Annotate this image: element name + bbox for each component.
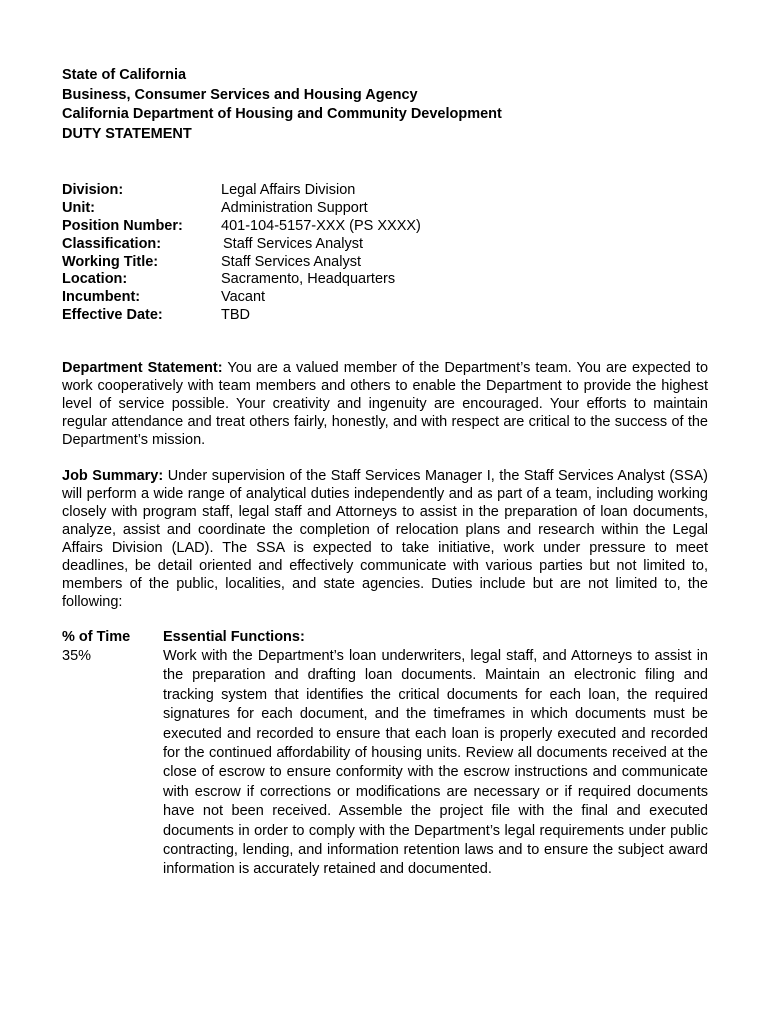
info-value: TBD — [221, 307, 250, 324]
info-value: Staff Services Analyst — [223, 235, 363, 252]
info-row-unit — [62, 199, 421, 217]
function-percent: 35% — [62, 648, 92, 664]
header-department: California Department of Housing and Community Development — [62, 106, 502, 122]
info-value: Sacramento, Headquarters — [221, 271, 396, 288]
info-value: Vacant — [221, 289, 266, 306]
info-label: Effective Date: — [62, 307, 163, 324]
position-info — [62, 181, 421, 324]
department-statement-label: Department Statement: — [62, 360, 223, 376]
info-value: 401-104-5157-XXX (PS XXXX) — [221, 217, 421, 234]
info-label: Unit: — [62, 199, 96, 216]
info-value: Administration Support — [221, 199, 368, 216]
info-value: Staff Services Analyst — [221, 253, 361, 270]
info-row-effective-date — [62, 306, 421, 324]
job-summary-label: Job Summary: — [62, 468, 164, 484]
header-document-title: DUTY STATEMENT — [62, 125, 192, 142]
job-summary — [62, 467, 708, 611]
info-row-location — [62, 270, 421, 288]
time-column-header: % of Time — [62, 629, 131, 645]
info-label: Position Number: — [62, 217, 183, 234]
info-value: Legal Affairs Division — [221, 182, 356, 198]
info-label: Working Title: — [62, 253, 159, 270]
functions-column-header: Essential Functions: — [163, 629, 305, 645]
info-row-position-number — [62, 217, 421, 235]
department-statement — [62, 359, 708, 449]
header-agency: Business, Consumer Services and Housing Agency — [62, 86, 418, 103]
functions-header — [62, 628, 708, 647]
info-row-working-title — [62, 253, 421, 271]
essential-functions — [62, 628, 708, 880]
info-label: Incumbent: — [62, 289, 141, 306]
info-label: Location: — [62, 271, 128, 288]
department-statement-text: You are a valued member of the Department’s team. You are expected to work cooperatively with team members and others to enable the Department to provide the highest level of service possible. Your creativity and ingenuity are encouraged. Your efforts to maintain regular attendance and treat others fairly, honestly, and with respect are critical to the success of the Department’s mission. — [62, 360, 709, 448]
function-description: Work with the Department’s loan underwriters, legal staff, and Attorneys to assist in the preparation and drafting loan documents. Maintain an electronic filing and tracking system that identifies the critical documents for each loan, the required signatures for each document, and the timeframes in which documents must be executed and recorded to ensure that each loan is properly executed and recorded for the continued affordability of housing units. Review all documents received at the close of escrow to ensure conformity with the escrow instructions and communicate with escrow if corrections or modifications are necessary or if required documents have not been received. Assemble the project file with the final and executed documents in order to comply with the Department’s legal requirements under public contracting, lending, and information retention laws and to ensure the subject award information is accurately retained and documented. — [163, 648, 708, 878]
document-header — [62, 66, 502, 144]
function-item — [62, 647, 708, 880]
info-label: Classification: — [62, 235, 162, 252]
job-summary-text: Under supervision of the Staff Services Manager I, the Staff Services Analyst (SSA) will perform a wide range of analytical duties independently and as part of a team, including working closely with program staff, legal staff and Attorneys to assist in the preparation of loan documents, analyze, assist and coordinate the completion of relocation plans and research within the Legal Affairs Division (LAD). The SSA is expected to take initiative, work under pressure to meet deadlines, be detail oriented and effectively communicate with various parties but not limited to, members of the public, localities, and state agencies. Duties include but are not limited to, the following: — [62, 468, 708, 610]
info-row-division — [62, 181, 421, 199]
info-row-incumbent — [62, 288, 421, 306]
info-row-classification — [62, 235, 421, 253]
info-label: Division: — [62, 182, 124, 198]
header-state: State of California — [62, 67, 187, 83]
